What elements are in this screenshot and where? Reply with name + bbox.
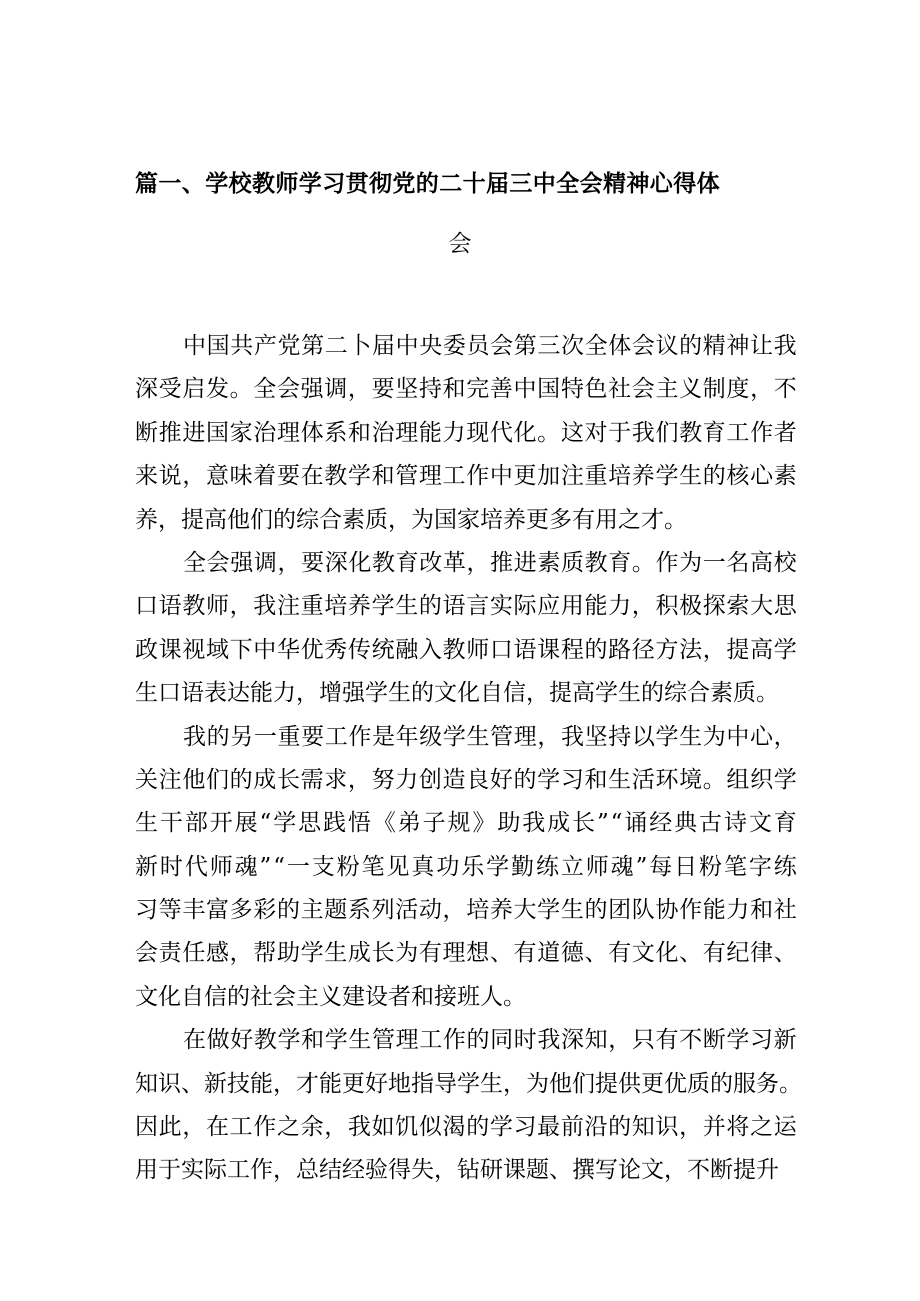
paragraph-line: 生 干 部 开 展 “ 学 思 践 悟 《 弟 子 规 》 助 我 成 长 ” “ 诵 经 典 古 诗 文 育 [135, 810, 797, 837]
paragraph-line: 来 说 ， 意 味 着 要 在 教 学 和 管 理 工 作 中 更 加 注 重 培 养 学 生 的 核 心 素 [135, 463, 797, 490]
paragraph-line: 用于实际工作，总结经验得失，钻研课题、撰写论文，不断提升 [135, 1157, 779, 1184]
paragraph [135, 1019, 802, 1193]
paragraph-line: 政 课 视 域 下 中 华 优 秀 传 统 融 入 教 师 口 语 课 程 的 路 径 方 法 ， 提 高 学 [135, 636, 797, 663]
paragraph [135, 542, 797, 716]
paragraph-line: 关 注 他 们 的 成 长 需 求 ， 努 力 创 造 良 好 的 学 习 和 生 活 环 境 。 组 织 学 [135, 766, 797, 793]
paragraph [135, 716, 797, 1020]
paragraph-line: 断 推 进 国 家 治 理 体 系 和 治 理 能 力 现 代 化 。 这 对 于 我 们 教 育 工 作 者 [135, 419, 797, 446]
paragraph-line: 中 国 共 产 党 第 二 卜 届 中 央 委 员 会 第 三 次 全 体 会 议 的 精 神 让 我 [183, 333, 797, 359]
paragraph-line: 深 受 启 发 。 全 会 强 调 ， 要 坚 持 和 完 善 中 国 特 色 社 会 主 义 制 度 ， 不 [135, 376, 797, 403]
paragraph-line: 会 责 任 感 ， 帮 助 学 生 成 长 为 有 理 想 、 有 道 德 、 有 文 化 、 有 纪 律 、 [135, 940, 797, 967]
paragraph-line: 全 会 强 调 ， 要 深 化 教 育 改 革 ， 推 进 素 质 教 育 。 作 为 一 名 高 校 [183, 549, 797, 576]
paragraph-line: 在 做 好 教 学 和 学 生 管 理 工 作 的 同 时 我 深 知 ， 只 有 不 断 学 习 新 [183, 1027, 797, 1054]
paragraph-line: 知 识 、 新 技 能 ， 才 能 更 好 地 指 导 学 生 ， 为 他 们 提 供 更 优 质 的 服 务 。 [135, 1070, 802, 1097]
paragraph-line: 文化自信的社会主义建设者和接班人。 [135, 983, 526, 1010]
paragraph-line: 新 时 代 师 魂 ” “ 一 支 粉 笔 见 真 功 乐 学 勤 练 立 师 魂 ” 每 日 粉 笔 字 练 [135, 853, 797, 880]
document-body [135, 325, 802, 1193]
paragraph-line: 生口语表达能力，增强学生的文化自信，提高学生的综合素质。 [135, 680, 779, 707]
paragraph-line: 习 等 丰 富 多 彩 的 主 题 系 列 活 动 ， 培 养 大 学 生 的 团 队 协 作 能 力 和 社 [135, 897, 797, 924]
paragraph-line: 因 此 ， 在 工 作 之 余 ， 我 如 饥 似 渴 的 学 习 最 前 沿 的 知 识 ， 并 将 之 运 [135, 1114, 797, 1141]
document-title-continuation: 会 [448, 231, 472, 257]
paragraph-line: 口 语 教 师 ， 我 注 重 培 养 学 生 的 语 言 实 际 应 用 能 力 ， 积 极 探 索 大 思 [135, 593, 797, 620]
paragraph [135, 325, 797, 542]
document-title: 篇一、学校教师学习贯彻党的二十届三中全会精神心得体 [135, 171, 720, 197]
paragraph-line: 养，提高他们的综合素质，为国家培养更多有用之才。 [135, 506, 687, 533]
paragraph-line: 我 的 另 一 重 要 工 作 是 年 级 学 生 管 理 ， 我 坚 持 以 学 生 为 中 心 ， [183, 723, 797, 750]
